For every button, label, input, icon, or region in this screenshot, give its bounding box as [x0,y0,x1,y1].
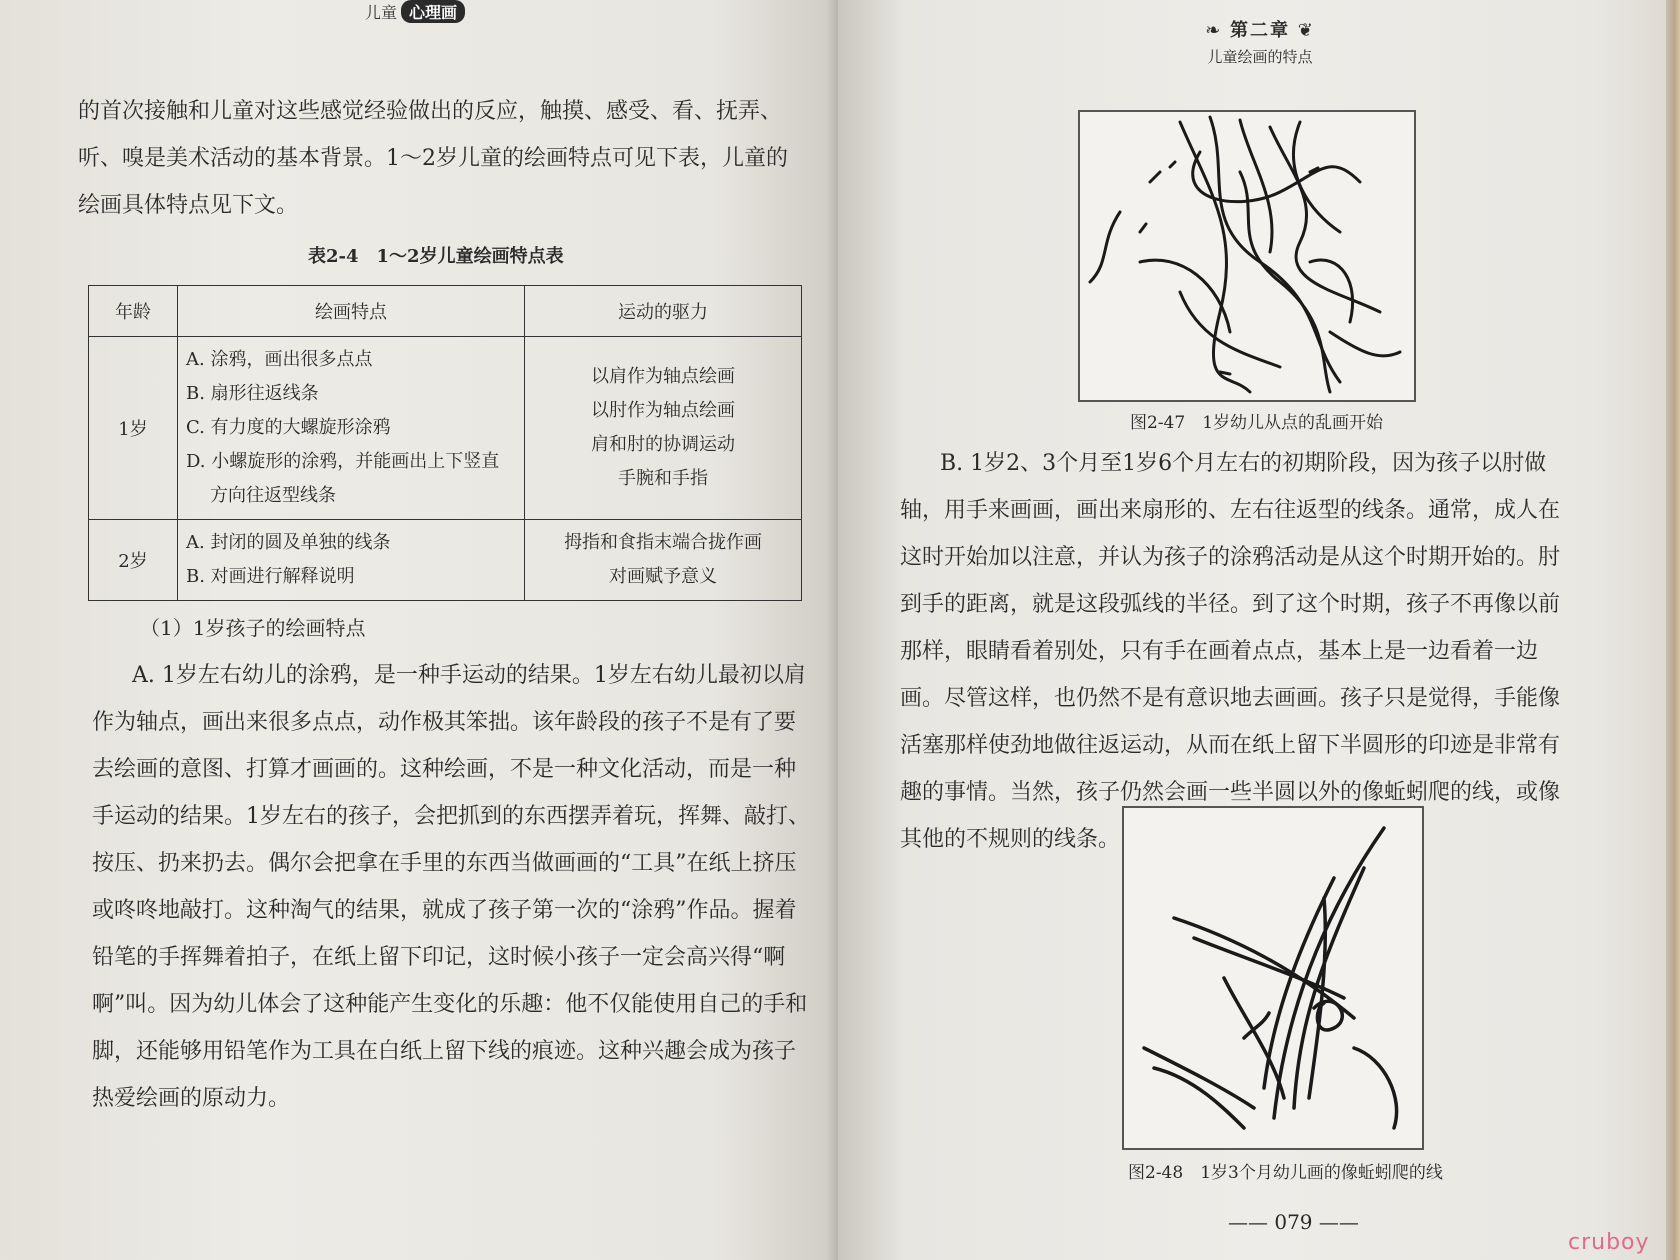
characteristic-item: C. 有力度的大螺旋形涂鸦 [186,417,391,438]
table-title: 表2-4 1～2岁儿童绘画特点表 [308,246,564,267]
drive-item: 以肩作为轴点绘画 [591,366,735,387]
characteristics-table [88,285,802,601]
age-cell: 1岁 [89,337,178,520]
scribble-drawing-icon [1080,112,1414,400]
header-drive: 运动的驱力 [525,286,802,337]
characteristics-cell [178,337,525,520]
header-characteristics: 绘画特点 [178,286,525,337]
running-header [365,0,465,23]
drive-item: 手腕和手指 [618,468,708,489]
page-number: —— 079 —— [1228,1210,1359,1234]
characteristic-item: A. 封闭的圆及单独的线条 [186,532,391,553]
characteristic-item: B. 扇形往返线条 [186,383,319,404]
drive-item: 以肘作为轴点绘画 [591,400,735,421]
characteristic-item: B. 对画进行解释说明 [186,566,355,587]
chapter-header [1180,16,1340,67]
table-row [89,337,802,520]
page-edge [1666,0,1680,1260]
paragraph-a: A. 1岁左右幼儿的涂鸦，是一种手运动的结果。1岁左右幼儿最初以肩作为轴点，画出来很多点点，动作极其笨拙。该年龄段的孩子不是有了要去绘画的意图、打算才画画的。这种绘画，不是一种文化活动，而是一种手运动的结果。1岁左右的孩子，会把抓到的东西摆弄着玩，挥舞、敲打、按压、扔来扔去。偶尔会把拿在手里的东西当做画画的“工具”在纸上挤压或咚咚地敲打。这种淘气的结果，就成了孩子第一次的“涂鸦”作品。握着铅笔的手挥舞着拍子，在纸上留下印记，这时候小孩子一定会高兴得“啊啊”叫。因为幼儿体会了这种能产生变化的乐趣：他不仅能使用自己的手和脚，还能够用铅笔作为工具在白纸上留下线的痕迹。这种兴趣会成为孩子热爱绘画的原动力。 [92,663,810,1111]
drive-cell [525,520,802,601]
section-subheading: （1）1岁孩子的绘画特点 [140,616,366,640]
left-page [0,0,838,1260]
running-header-prefix: 儿童 [365,3,398,22]
characteristic-item: A. 涂鸦，画出很多点点 [186,349,373,370]
intro-paragraph: 的首次接触和儿童对这些感觉经验做出的反应，触摸、感受、看、抚弄、听、嗅是美术活动的基本背景。1～2岁儿童的绘画特点可见下表，儿童的绘画具体特点见下文。 [78,99,788,218]
chapter-title: ❧ 第二章 ❦ [1180,16,1340,42]
paragraph-b: B. 1岁2、3个月至1岁6个月左右的初期阶段，因为孩子以肘做轴，用手来画画，画出来扇形的、左右往返型的线条。通常，成人在这时开始加以注意，并认为孩子的涂鸦活动是从这个时期开始的。肘到手的距离，就是这段弧线的半径。到了这个时期，孩子不再像以前那样，眼睛看着别处，只有手在画着点点，基本上是一边看着一边画。尽管这样，也仍然不是有意识地去画画。孩子只是觉得，手能像活塞那样使劲地做往返运动，从而在纸上留下半圆形的印迹是非常有趣的事情。当然，孩子仍然会画一些半圆以外的像蚯蚓爬的线，或像其他的不规则的线条。 [900,451,1561,852]
table-header-row [89,286,802,337]
figure-2-48-caption: 图2-48 1岁3个月幼儿画的像蚯蚓爬的线 [1128,1163,1443,1183]
figure-2-47-scribble [1078,110,1416,402]
characteristics-cell [178,520,525,601]
age-cell: 2岁 [89,520,178,601]
watermark: cruboy [1568,1230,1650,1255]
book-brand-logo: 心理画 [401,0,465,23]
figure-2-48-scribble [1122,806,1424,1150]
drive-item: 对画赋予意义 [609,566,717,587]
chapter-subtitle: 儿童绘画的特点 [1207,48,1313,66]
drive-item: 肩和肘的协调运动 [591,434,735,455]
drive-item: 拇指和食指末端合拢作画 [564,532,762,553]
header-age: 年龄 [89,286,178,337]
characteristic-item: D. 小螺旋形的涂鸦，并能画出上下竖直 [186,451,500,472]
table-row [89,520,802,601]
drive-cell [525,337,802,520]
scribble-drawing-icon [1124,808,1422,1148]
figure-2-47-caption: 图2-47 1岁幼儿从点的乱画开始 [1130,413,1384,433]
characteristic-item: 方向往返型线条 [210,485,336,506]
